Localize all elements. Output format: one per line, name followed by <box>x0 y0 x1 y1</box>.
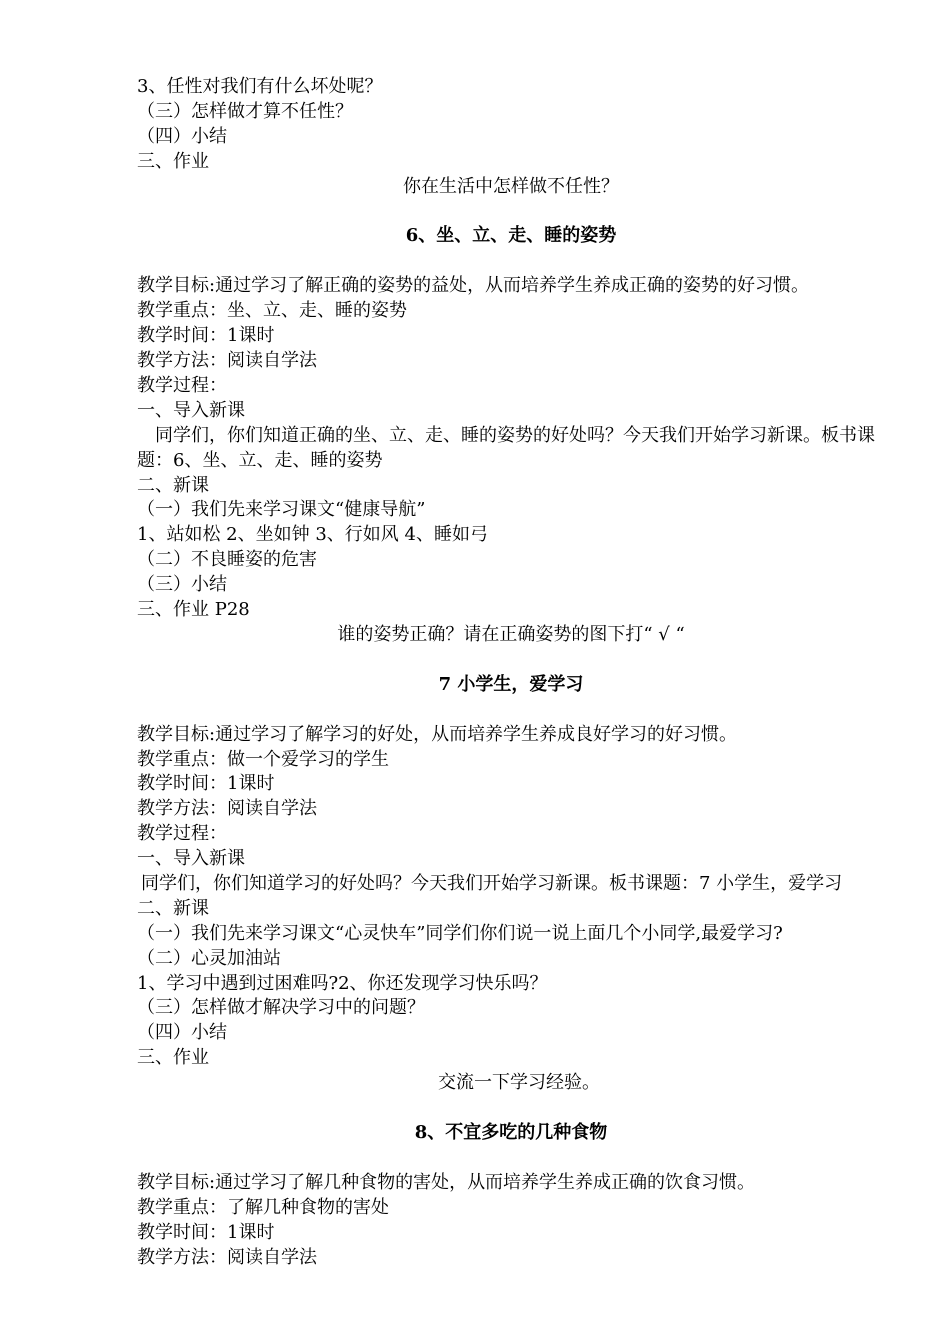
list-item: （一）我们先来学习课文“心灵快车”同学们你们说一说上面几个小同学,最爱学习? <box>137 922 783 944</box>
teaching-focus: 教学重点：做一个爱学习的学生 <box>137 748 389 770</box>
teaching-focus: 教学重点：坐、立、走、睡的姿势 <box>137 300 407 322</box>
document-body <box>137 75 885 1270</box>
teaching-process: 教学过程： <box>137 823 227 845</box>
list-item: （三）怎样做才算不任性？ <box>137 100 353 122</box>
teaching-goal: 教学目标:通过学习了解正确的姿势的益处，从而培养学生养成正确的姿势的好习惯。 <box>137 275 810 297</box>
homework-text: 你在生活中怎样做不任性？ <box>403 175 619 197</box>
list-item: （三）怎样做才解决学习中的问题？ <box>137 997 425 1019</box>
list-item: （四）小结 <box>137 125 227 147</box>
teaching-method: 教学方法：阅读自学法 <box>137 1246 317 1268</box>
teaching-time: 教学时间：1课时 <box>137 1221 275 1243</box>
section-heading: 一、导入新课 <box>137 848 245 870</box>
intro-paragraph: 同学们，你们知道正确的坐、立、走、睡的姿势的好处吗？今天我们开始学习新课。板书课题：6、坐、立、走、睡的姿势 <box>137 424 875 471</box>
lesson-title: 7 小学生，爱学习 <box>438 673 584 695</box>
list-item: 3、任性对我们有什么坏处呢？ <box>137 76 383 97</box>
teaching-goal: 教学目标:通过学习了解几种食物的害处，从而培养学生养成正确的饮食习惯。 <box>137 1171 756 1193</box>
list-item: 1、学习中遇到过困难吗?2、你还发现学习快乐吗？ <box>137 972 548 994</box>
list-item: （四）小结 <box>137 1022 227 1044</box>
homework-text: 交流一下学习经验。 <box>438 1072 600 1094</box>
section-heading: 一、导入新课 <box>137 399 245 421</box>
section-heading: 三、作业 P28 <box>137 598 250 620</box>
list-item: （二）不良睡姿的危害 <box>137 549 317 571</box>
lesson-title: 6、坐、立、走、睡的姿势 <box>405 225 617 247</box>
homework-text: 谁的姿势正确？请在正确姿势的图下打“ √ “ <box>337 623 685 645</box>
teaching-time: 教学时间：1课时 <box>137 325 275 347</box>
list-item: （二）心灵加油站 <box>137 947 281 969</box>
section-heading: 三、作业 <box>137 150 209 172</box>
intro-paragraph: 同学们，你们知道学习的好处吗？今天我们开始学习新课。板书课题：7 小学生，爱学习 <box>141 872 843 894</box>
list-item: （一）我们先来学习课文“健康导航” <box>137 499 426 521</box>
teaching-method: 教学方法：阅读自学法 <box>137 350 317 372</box>
teaching-goal: 教学目标:通过学习了解学习的好处，从而培养学生养成良好学习的好习惯。 <box>137 723 738 745</box>
section-heading: 二、新课 <box>137 474 209 496</box>
list-item: （三）小结 <box>137 574 227 596</box>
teaching-process: 教学过程： <box>137 374 227 396</box>
teaching-focus: 教学重点：了解几种食物的害处 <box>137 1196 389 1218</box>
section-heading: 二、新课 <box>137 897 209 919</box>
teaching-method: 教学方法：阅读自学法 <box>137 798 317 820</box>
teaching-time: 教学时间：1课时 <box>137 773 275 795</box>
section-heading: 三、作业 <box>137 1047 209 1069</box>
lesson-title: 8、不宜多吃的几种食物 <box>414 1121 608 1143</box>
list-item: 1、站如松 2、坐如钟 3、行如风 4、睡如弓 <box>137 524 488 546</box>
